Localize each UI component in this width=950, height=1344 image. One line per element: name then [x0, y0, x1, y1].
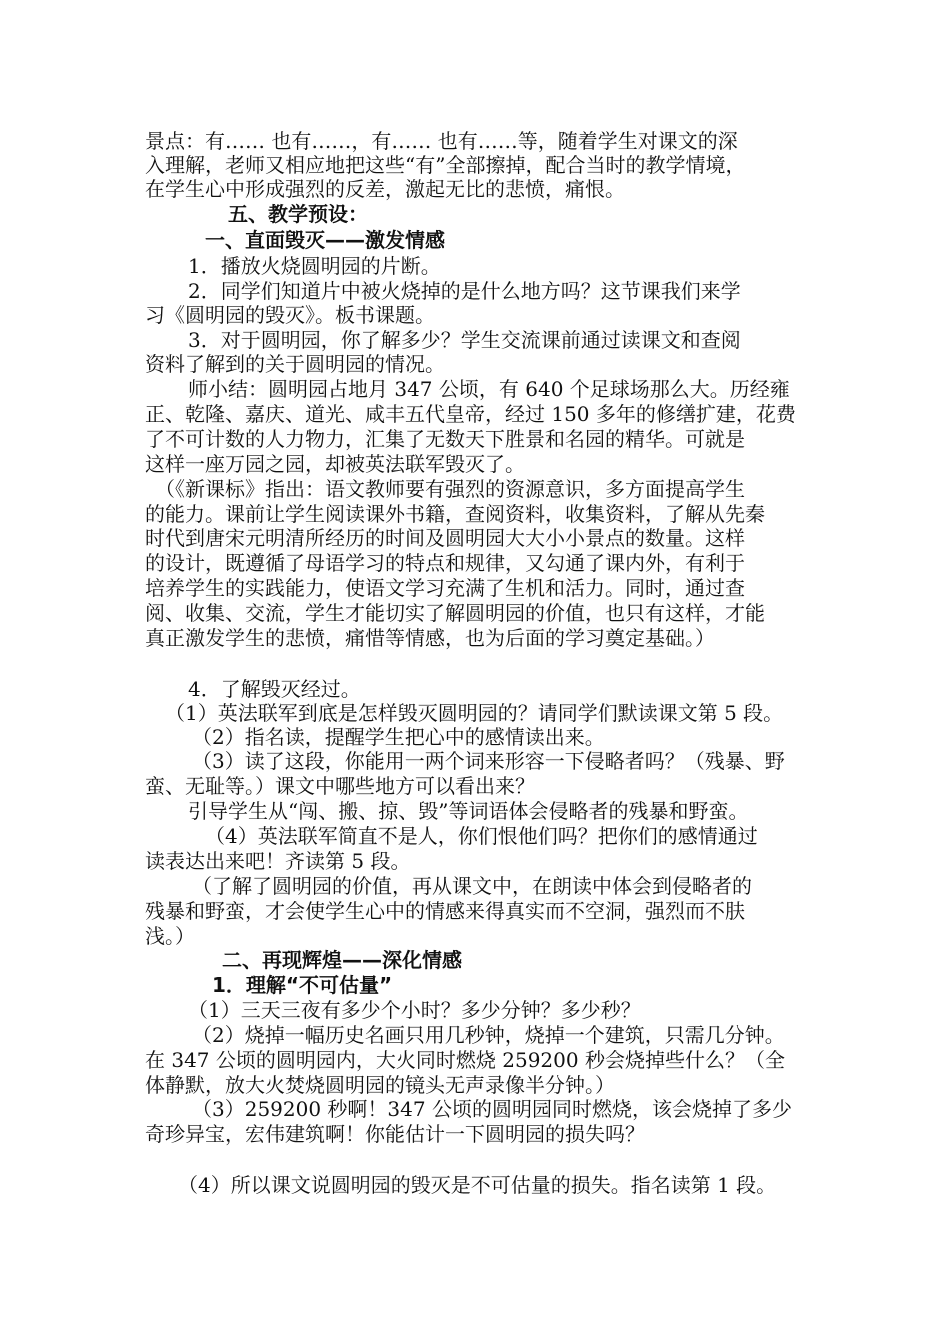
section-heading: 1．理解“不可估量” [212, 973, 393, 997]
text-line: 3．对于圆明园，你了解多少？学生交流课前通过读课文和查阅 [188, 328, 741, 352]
text-line: 了不可计数的人力物力，汇集了无数天下胜景和名园的精华。可就是 [145, 427, 745, 451]
text-line: 在学生心中形成强烈的反差，激起无比的悲愤，痛恨。 [145, 177, 625, 201]
section-heading: 二、再现辉煌——深化情感 [222, 948, 462, 972]
text-line: （《新课标》指出：语文教师要有强烈的资源意识，多方面提高学生 [155, 477, 745, 501]
text-line: （4）英法联军简直不是人，你们恨他们吗？把你们的感情通过 [205, 824, 758, 848]
text-line: 2．同学们知道片中被火烧掉的是什么地方吗？这节课我们来学 [188, 279, 741, 303]
text-line: （2）烧掉一幅历史名画只用几秒钟，烧掉一个建筑，只需几分钟。 [192, 1023, 785, 1047]
text-line: （4）所以课文说圆明园的毁灭是不可估量的损失。指名读第 1 段。 [178, 1173, 777, 1197]
text-line: 引导学生从“闯、搬、掠、毁”等词语体会侵略者的残暴和野蛮。 [188, 799, 749, 823]
text-line: 蛮、无耻等。）课文中哪些地方可以看出来？ [145, 774, 535, 798]
text-line: 真正激发学生的悲愤，痛惜等情感，也为后面的学习奠定基础。） [145, 626, 715, 650]
text-line: 师小结：圆明园占地月 347 公顷，有 640 个足球场那么大。历经雍 [188, 377, 790, 401]
text-line: （1）三天三夜有多少个小时？多少分钟？多少秒？ [188, 998, 641, 1022]
text-line: （了解了圆明园的价值，再从课文中，在朗读中体会到侵略者的 [192, 874, 752, 898]
text-line: 资料了解到的关于圆明园的情况。 [145, 352, 445, 376]
text-line: 浅。） [145, 924, 195, 948]
text-line: （1）英法联军到底是怎样毁灭圆明园的？请同学们默读课文第 5 段。 [165, 701, 784, 725]
text-line: （3）读了这段，你能用一两个词来形容一下侵略者吗？（残暴、野 [192, 749, 785, 773]
text-line: 正、乾隆、嘉庆、道光、咸丰五代皇帝，经过 150 多年的修缮扩建，花费 [145, 402, 796, 426]
text-line: 1．播放火烧圆明园的片断。 [188, 254, 441, 278]
text-line: 奇珍异宝，宏伟建筑啊！你能估计一下圆明园的损失吗？ [145, 1122, 645, 1146]
text-line: 时代到唐宋元明清所经历的时间及圆明园大大小小景点的数量。这样 [145, 526, 745, 550]
text-line: 残暴和野蛮，才会使学生心中的情感来得真实而不空洞，强烈而不肤 [145, 899, 745, 923]
text-line: 阅、收集、交流，学生才能切实了解圆明园的价值，也只有这样，才能 [145, 601, 765, 625]
text-line: 习《圆明园的毁灭》。板书课题。 [145, 303, 435, 327]
section-heading: 一、直面毁灭——激发情感 [205, 228, 445, 252]
text-line: 入理解，老师又相应地把这些“有”全部擦掉，配合当时的教学情境， [145, 153, 746, 177]
text-line: 在 347 公顷的圆明园内，大火同时燃烧 259200 秒会烧掉些什么？（全 [145, 1048, 785, 1072]
text-line: （3）259200 秒啊！347 公顷的圆明园同时燃烧，该会烧掉了多少 [192, 1097, 792, 1121]
text-line: 读表达出来吧！齐读第 5 段。 [145, 849, 411, 873]
text-line: 这样一座万园之园，却被英法联军毁灭了。 [145, 452, 525, 476]
text-line: 培养学生的实践能力，使语文学习充满了生机和活力。同时，通过查 [145, 576, 745, 600]
text-line: 4．了解毁灭经过。 [188, 677, 361, 701]
text-line: 景点：有…… 也有……，有…… 也有……等，随着学生对课文的深 [145, 129, 738, 153]
section-heading: 五、教学预设： [228, 202, 368, 226]
text-line: 体静默，放大火焚烧圆明园的镜头无声录像半分钟。） [145, 1073, 615, 1097]
text-line: 的能力。课前让学生阅读课外书籍，查阅资料，收集资料，了解从先秦 [145, 502, 765, 526]
text-line: （2）指名读，提醒学生把心中的感情读出来。 [192, 725, 605, 749]
text-line: 的设计，既遵循了母语学习的特点和规律，又勾通了课内外，有利于 [145, 551, 745, 575]
